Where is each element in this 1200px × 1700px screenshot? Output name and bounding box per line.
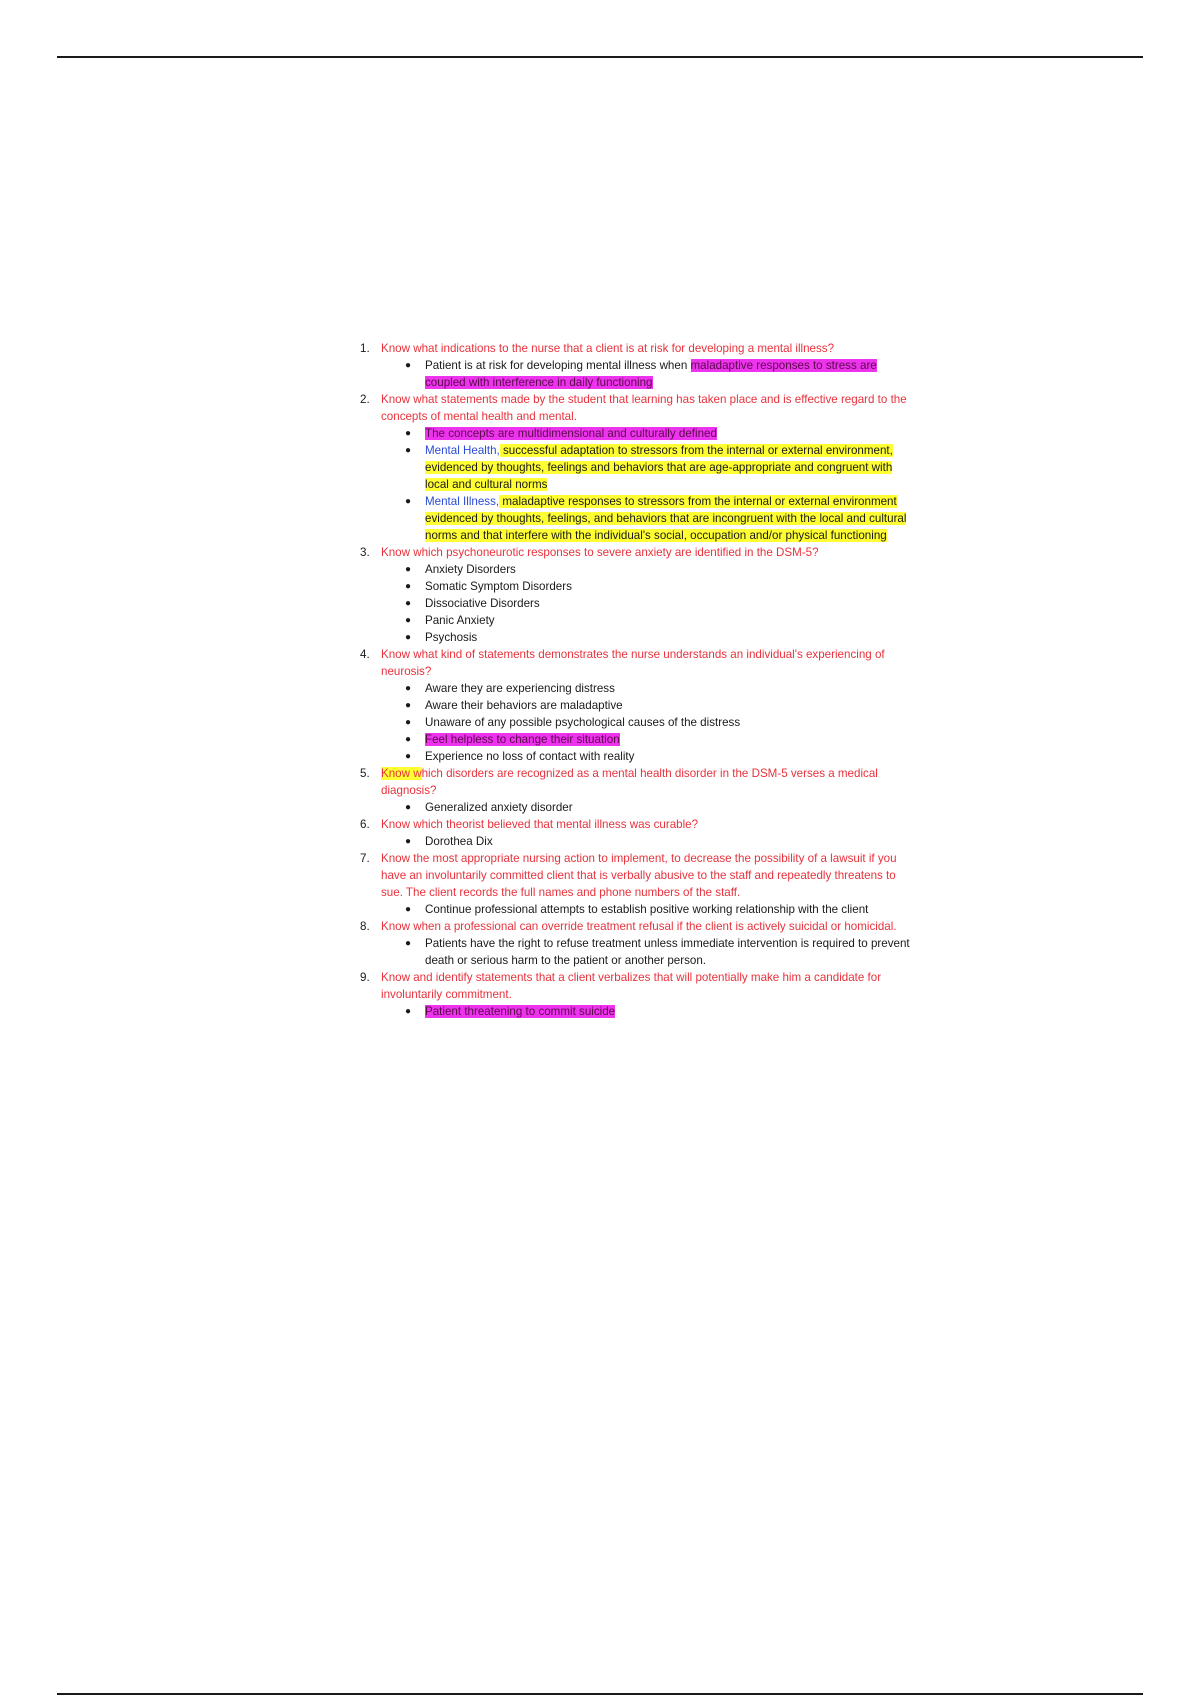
answer-text: Unaware of any possible psychological causes of the distress	[425, 716, 741, 729]
question-2	[355, 391, 915, 544]
question-number: 9.	[360, 971, 370, 984]
answer-text: Patient is at risk for developing mental illness when	[425, 359, 691, 372]
question-number: 5.	[360, 767, 370, 780]
answer-item	[405, 680, 915, 697]
question-number: 6.	[360, 818, 370, 831]
highlighted-answer-text: maladaptive responses to stress are coupled with interference in daily functioning	[425, 359, 877, 389]
top-rule	[57, 56, 1143, 58]
term-separator: ,	[495, 495, 500, 508]
question-text: Know what kind of statements demonstrates the nurse understands an individual's experiencing of neurosis?	[381, 648, 885, 678]
question-7	[355, 850, 915, 918]
answer-text: Experience no loss of contact with reality	[425, 750, 635, 763]
question-8	[355, 918, 915, 969]
answer-text: Aware their behaviors are maladaptive	[425, 699, 623, 712]
answer-item	[405, 731, 915, 748]
answer-item	[405, 629, 915, 646]
answer-item	[405, 799, 915, 816]
answer-item	[405, 714, 915, 731]
bullet-icon: ●	[405, 717, 412, 728]
answer-item	[405, 833, 915, 850]
answer-item	[405, 561, 915, 578]
answer-item	[405, 612, 915, 629]
answer-item	[405, 493, 915, 544]
bullet-icon: ●	[405, 1006, 412, 1017]
bullet-icon: ●	[405, 938, 412, 949]
question-number: 7.	[360, 852, 370, 865]
question-1	[355, 340, 915, 391]
answer-text: Generalized anxiety disorder	[425, 801, 573, 814]
definition-term: Mental Health	[425, 444, 497, 457]
answer-item	[405, 442, 915, 493]
answer-list	[381, 561, 915, 646]
answer-item	[405, 901, 915, 918]
bullet-icon: ●	[405, 700, 412, 711]
bullet-icon: ●	[405, 428, 412, 439]
answer-item	[405, 578, 915, 595]
highlighted-answer-text: The concepts are multidimensional and culturally defined	[425, 427, 717, 440]
bullet-icon: ●	[405, 496, 412, 507]
answer-list	[381, 425, 915, 544]
bullet-icon: ●	[405, 734, 412, 745]
question-6	[355, 816, 915, 850]
document-body	[355, 340, 915, 1020]
question-number: 4.	[360, 648, 370, 661]
answer-item	[405, 1003, 915, 1020]
answer-item	[405, 425, 915, 442]
definition-text: successful adaptation to stressors from the internal or external environment, evidenced by thoughts, feelings and behaviors that are age-appropriate and congruent with local and cultural norms	[425, 444, 893, 491]
bullet-icon: ●	[405, 581, 412, 592]
question-text: hich disorders are recognized as a mental health disorder in the DSM-5 verses a medical diagnosis?	[381, 767, 878, 797]
question-number: 3.	[360, 546, 370, 559]
definition-term: Mental Illness	[425, 495, 496, 508]
question-text: Know when a professional can override treatment refusal if the client is actively suicidal or homicidal.	[381, 920, 897, 933]
bottom-rule	[57, 1693, 1143, 1695]
highlighted-answer-text: Feel helpless to change their situation	[425, 733, 620, 746]
question-5	[355, 765, 915, 816]
question-text: Know what statements made by the student that learning has taken place and is effective regard to the concepts of mental health and mental.	[381, 393, 907, 423]
answer-text: Continue professional attempts to establish positive working relationship with the client	[425, 903, 869, 916]
bullet-icon: ●	[405, 904, 412, 915]
question-text: Know which psychoneurotic responses to severe anxiety are identified in the DSM-5?	[381, 546, 819, 559]
answer-list	[381, 680, 915, 765]
answer-text: Psychosis	[425, 631, 478, 644]
answer-text: Patients have the right to refuse treatment unless immediate intervention is required to prevent death or serious harm to the patient or another person.	[425, 937, 910, 967]
answer-list	[381, 799, 915, 816]
answer-list	[381, 357, 915, 391]
bullet-icon: ●	[405, 683, 412, 694]
answer-item	[405, 357, 915, 391]
bullet-icon: ●	[405, 445, 412, 456]
answer-text: Panic Anxiety	[425, 614, 495, 627]
bullet-icon: ●	[405, 632, 412, 643]
term-separator: ,	[496, 444, 500, 457]
answer-item	[405, 595, 915, 612]
question-text: Know the most appropriate nursing action to implement, to decrease the possibility of a lawsuit if you have an involuntarily committed client that is verbally abusive to the staff and repeatedly threatens to sue. The client records the full names and phone numbers of the staff.	[381, 852, 897, 899]
highlighted-answer-text: Patient threatening to commit suicide	[425, 1005, 616, 1018]
bullet-icon: ●	[405, 836, 412, 847]
definition-text: maladaptive responses to stressors from the internal or external environment evidenced by thoughts, feelings, and behaviors that are incongruent with the local and cultural norms and that interfere with the individual's social, occupation and/or physical functioning	[425, 495, 907, 542]
answer-item	[405, 935, 915, 969]
bullet-icon: ●	[405, 615, 412, 626]
answer-text: Somatic Symptom Disorders	[425, 580, 572, 593]
answer-item	[405, 697, 915, 714]
question-list	[355, 340, 915, 1020]
answer-text: Dorothea Dix	[425, 835, 493, 848]
bullet-icon: ●	[405, 598, 412, 609]
bullet-icon: ●	[405, 564, 412, 575]
bullet-icon: ●	[405, 360, 412, 371]
question-number: 1.	[360, 342, 370, 355]
question-text: Know which theorist believed that mental illness was curable?	[381, 818, 699, 831]
answer-text: Anxiety Disorders	[425, 563, 516, 576]
answer-item	[405, 748, 915, 765]
bullet-icon: ●	[405, 802, 412, 813]
answer-list	[381, 901, 915, 918]
question-number: 8.	[360, 920, 370, 933]
question-number: 2.	[360, 393, 370, 406]
question-text: Know what indications to the nurse that a client is at risk for developing a mental illness?	[381, 342, 835, 355]
question-text: Know and identify statements that a client verbalizes that will potentially make him a candidate for involuntarily commitment.	[381, 971, 882, 1001]
answer-text: Aware they are experiencing distress	[425, 682, 615, 695]
answer-text: Dissociative Disorders	[425, 597, 540, 610]
answer-list	[381, 935, 915, 969]
question-3	[355, 544, 915, 646]
answer-list	[381, 833, 915, 850]
question-9	[355, 969, 915, 1020]
question-4	[355, 646, 915, 765]
bullet-icon: ●	[405, 751, 412, 762]
answer-list	[381, 1003, 915, 1020]
highlighted-question-prefix: Know w	[381, 767, 422, 780]
